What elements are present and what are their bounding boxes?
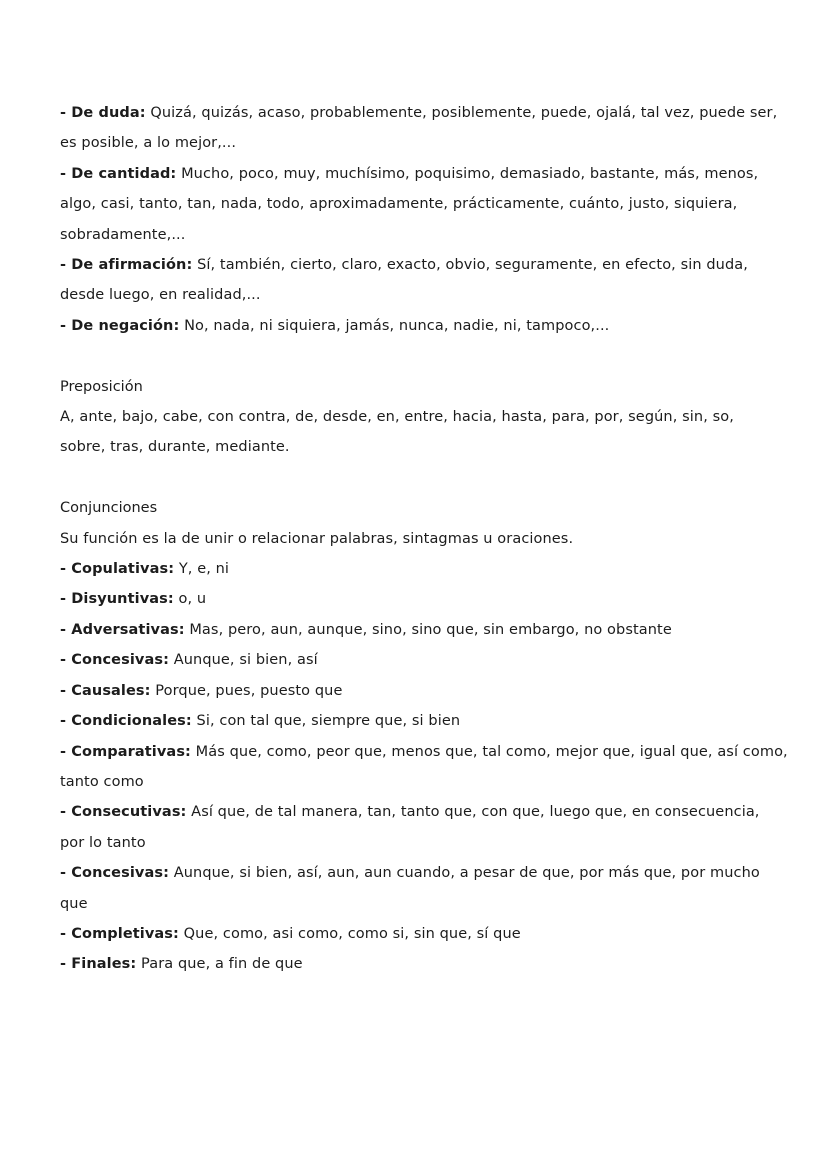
entry-label: - Finales: bbox=[60, 956, 137, 973]
entry-continuation: desde luego, en realidad,... bbox=[60, 287, 261, 304]
entry-text: Mas, pero, aun, aunque, sino, sino que, sin embargo, no obstante bbox=[189, 621, 672, 638]
entry-adversativas bbox=[60, 615, 780, 645]
entry-de-cantidad bbox=[60, 159, 780, 189]
entry-label: - Comparativas: bbox=[60, 743, 191, 760]
preposicion-line: sobre, tras, durante, mediante. bbox=[60, 439, 290, 456]
entry-finales bbox=[60, 949, 780, 979]
entry-label: - Adversativas: bbox=[60, 621, 185, 638]
entry-continuation: que bbox=[60, 895, 88, 912]
entry-concesivas-2 bbox=[60, 858, 780, 888]
entry-consecutivas bbox=[60, 797, 780, 827]
entry-text: Así que, de tal manera, tan, tanto que, con que, luego que, en consecuencia, bbox=[191, 804, 760, 821]
entry-text: Aunque, si bien, así bbox=[173, 652, 318, 669]
section-spacer bbox=[60, 463, 780, 493]
entry-continuation: es posible, a lo mejor,... bbox=[60, 135, 237, 152]
entry-completivas bbox=[60, 919, 780, 949]
section-heading-preposicion: Preposición bbox=[60, 378, 143, 395]
entry-text: Quizá, quizás, acaso, probablemente, posiblemente, puede, ojalá, tal vez, puede ser, bbox=[150, 105, 778, 121]
entry-text: Que, como, asi como, como si, sin que, sí que bbox=[183, 925, 521, 942]
entry-label: - De cantidad: bbox=[60, 165, 177, 182]
conjunciones-intro: Su función es la de unir o relacionar palabras, sintagmas u oraciones. bbox=[60, 530, 574, 547]
entry-text: Porque, pues, puesto que bbox=[155, 682, 343, 699]
entry-copulativas bbox=[60, 554, 780, 584]
entry-label: - Consecutivas: bbox=[60, 804, 187, 821]
entry-text: No, nada, ni siquiera, jamás, nunca, nadie, ni, tampoco,... bbox=[184, 317, 610, 334]
section-heading-conjunciones: Conjunciones bbox=[60, 500, 158, 517]
entry-de-afirmacion bbox=[60, 250, 780, 280]
entry-continuation: por lo tanto bbox=[60, 834, 146, 851]
entry-de-negacion bbox=[60, 311, 780, 341]
document-page bbox=[60, 98, 788, 980]
entry-text: Si, con tal que, siempre que, si bien bbox=[196, 713, 461, 730]
entry-label: - De duda: bbox=[60, 105, 146, 121]
entry-label: - Disyuntivas: bbox=[60, 591, 174, 608]
entry-text: Aunque, si bien, así, aun, aun cuando, a pesar de que, por más que, por mucho bbox=[173, 865, 760, 882]
entry-condicionales bbox=[60, 706, 780, 736]
section-spacer bbox=[60, 341, 780, 371]
entry-de-duda bbox=[60, 98, 780, 128]
entry-label: - Condicionales: bbox=[60, 713, 192, 730]
preposicion-line: A, ante, bajo, cabe, con contra, de, desde, en, entre, hacia, hasta, para, por, según, sin, so, bbox=[60, 409, 734, 426]
entry-disyuntivas bbox=[60, 584, 780, 614]
entry-label: - Copulativas: bbox=[60, 561, 175, 578]
entry-text: Más que, como, peor que, menos que, tal como, mejor que, igual que, así como, bbox=[195, 743, 788, 760]
entry-label: - Causales: bbox=[60, 682, 151, 699]
entry-text: Y, e, ni bbox=[178, 561, 230, 578]
entry-label: - Concesivas: bbox=[60, 652, 169, 669]
entry-concesivas bbox=[60, 645, 780, 675]
entry-label: - Concesivas: bbox=[60, 865, 169, 882]
entry-continuation: tanto como bbox=[60, 773, 144, 790]
entry-causales bbox=[60, 676, 780, 706]
entry-continuation: sobradamente,... bbox=[60, 226, 186, 243]
entry-continuation: algo, casi, tanto, tan, nada, todo, aproximadamente, prácticamente, cuánto, justo, siquiera, bbox=[60, 196, 738, 213]
entry-text: o, u bbox=[178, 591, 207, 608]
entry-label: - De negación: bbox=[60, 317, 180, 334]
entry-text: Sí, también, cierto, claro, exacto, obvio, seguramente, en efecto, sin duda, bbox=[197, 257, 748, 274]
entry-comparativas bbox=[60, 737, 788, 767]
entry-text: Mucho, poco, muy, muchísimo, poquisimo, demasiado, bastante, más, menos, bbox=[181, 165, 759, 182]
entry-text: Para que, a fin de que bbox=[141, 956, 303, 973]
entry-label: - De afirmación: bbox=[60, 257, 193, 274]
entry-label: - Completivas: bbox=[60, 925, 179, 942]
